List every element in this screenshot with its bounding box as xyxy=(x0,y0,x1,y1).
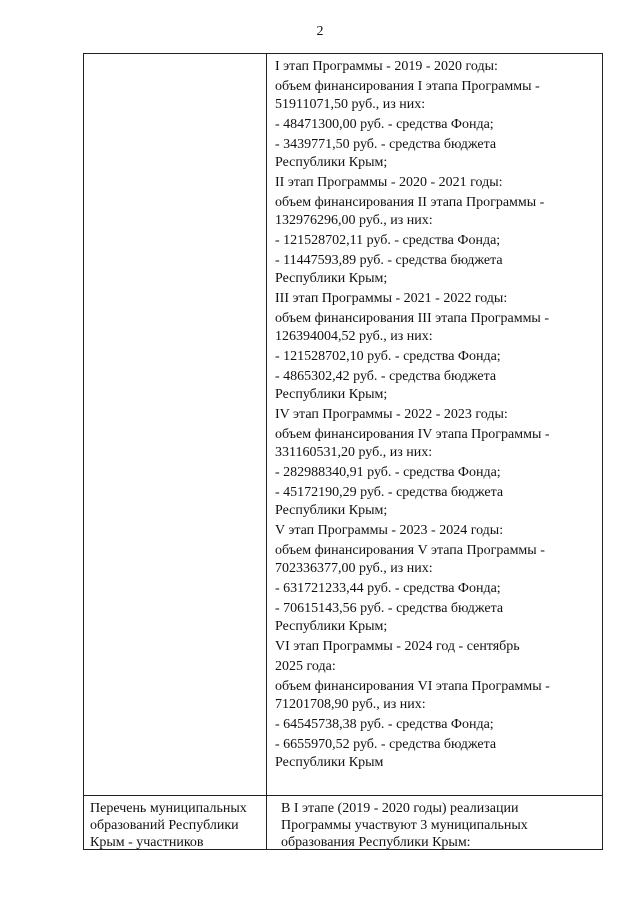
municipal-label-line: образований Республики xyxy=(90,818,239,833)
funding-text-line: Республики Крым; xyxy=(275,155,388,170)
funding-paragraph xyxy=(275,600,597,636)
funding-text-line: - 6655970,52 руб. - средства бюджета xyxy=(275,737,497,752)
municipal-text-line: В I этапе (2019 - 2020 годы) реализации xyxy=(281,801,519,816)
funding-paragraph xyxy=(275,368,597,404)
funding-table xyxy=(83,53,603,850)
funding-paragraph xyxy=(275,484,597,520)
funding-text-line: - 70615143,56 руб. - средства бюджета xyxy=(275,601,504,616)
page-number: 2 xyxy=(316,24,324,39)
funding-paragraph xyxy=(275,136,597,172)
funding-text-line: 2025 года: xyxy=(275,659,336,674)
funding-paragraph xyxy=(275,194,597,230)
municipal-text-line: образования Республики Крым: xyxy=(281,835,471,850)
funding-paragraph xyxy=(275,542,597,578)
funding-paragraph xyxy=(275,116,597,134)
funding-paragraph xyxy=(275,348,597,366)
table-cell-label-empty xyxy=(84,54,267,795)
funding-text-line: Республики Крым; xyxy=(275,619,388,634)
funding-paragraph xyxy=(275,522,597,540)
funding-text-line: 126394004,52 руб., из них: xyxy=(275,329,433,344)
funding-text-line: 331160531,20 руб., из них: xyxy=(275,445,433,460)
funding-text-line: - 631721233,44 руб. - средства Фонда; xyxy=(275,581,501,596)
funding-text-line: объем финансирования VI этапа Программы - xyxy=(275,679,550,694)
funding-paragraph xyxy=(275,310,597,346)
funding-stages-cell xyxy=(267,54,603,795)
funding-text-line: II этап Программы - 2020 - 2021 годы: xyxy=(275,175,503,190)
funding-text-line: - 48471300,00 руб. - средства Фонда; xyxy=(275,117,494,132)
funding-text-line: 702336377,00 руб., из них: xyxy=(275,561,433,576)
municipal-text-line: Программы участвуют 3 муниципальных xyxy=(281,818,528,833)
funding-text-line: объем финансирования V этапа Программы - xyxy=(275,543,545,558)
funding-text-line: объем финансирования II этапа Программы - xyxy=(275,195,545,210)
funding-paragraph xyxy=(275,464,597,482)
municipal-list-label-cell xyxy=(84,796,267,849)
funding-text-line: объем финансирования IV этапа Программы - xyxy=(275,427,550,442)
funding-paragraph xyxy=(275,426,597,462)
funding-text-line: I этап Программы - 2019 - 2020 годы: xyxy=(275,59,498,74)
funding-paragraph xyxy=(275,174,597,192)
funding-text-line: 132976296,00 руб., из них: xyxy=(275,213,433,228)
funding-text-line: IV этап Программы - 2022 - 2023 годы: xyxy=(275,407,508,422)
funding-paragraph xyxy=(275,580,597,598)
funding-text-line: 71201708,90 руб., из них: xyxy=(275,697,426,712)
funding-text-line: - 4865302,42 руб. - средства бюджета xyxy=(275,369,497,384)
funding-text-line: VI этап Программы - 2024 год - сентябрь xyxy=(275,639,520,654)
funding-paragraph xyxy=(275,58,597,76)
funding-text-line: 51911071,50 руб., из них: xyxy=(275,97,426,112)
funding-paragraph xyxy=(275,658,597,676)
funding-paragraph xyxy=(275,736,597,772)
funding-text-line: Республики Крым; xyxy=(275,271,388,286)
funding-text-line: - 121528702,10 руб. - средства Фонда; xyxy=(275,349,501,364)
funding-text-line: - 282988340,91 руб. - средства Фонда; xyxy=(275,465,501,480)
funding-paragraph xyxy=(275,678,597,714)
municipal-label-line: Перечень муниципальных xyxy=(90,801,247,816)
funding-text-line: - 64545738,38 руб. - средства Фонда; xyxy=(275,717,494,732)
funding-text-line: объем финансирования III этапа Программы - xyxy=(275,311,549,326)
funding-text-line: III этап Программы - 2021 - 2022 годы: xyxy=(275,291,508,306)
funding-text-line: - 121528702,11 руб. - средства Фонда; xyxy=(275,233,501,248)
funding-text-line: Республики Крым xyxy=(275,755,384,770)
municipal-label-line: Крым - участников xyxy=(90,835,204,850)
funding-paragraph xyxy=(275,716,597,734)
funding-text-line: объем финансирования I этапа Программы - xyxy=(275,79,540,94)
funding-paragraph xyxy=(275,406,597,424)
funding-text-line: - 45172190,29 руб. - средства бюджета xyxy=(275,485,504,500)
municipal-list-text-cell xyxy=(267,796,603,849)
funding-text-line: - 3439771,50 руб. - средства бюджета xyxy=(275,137,497,152)
funding-text-line: Республики Крым; xyxy=(275,503,388,518)
funding-paragraph xyxy=(275,252,597,288)
funding-paragraph xyxy=(275,638,597,656)
funding-text-line: V этап Программы - 2023 - 2024 годы: xyxy=(275,523,504,538)
funding-text-line: - 11447593,89 руб. - средства бюджета xyxy=(275,253,503,268)
funding-paragraph xyxy=(275,290,597,308)
funding-paragraph xyxy=(275,78,597,114)
funding-paragraph xyxy=(275,232,597,250)
funding-text-line: Республики Крым; xyxy=(275,387,388,402)
